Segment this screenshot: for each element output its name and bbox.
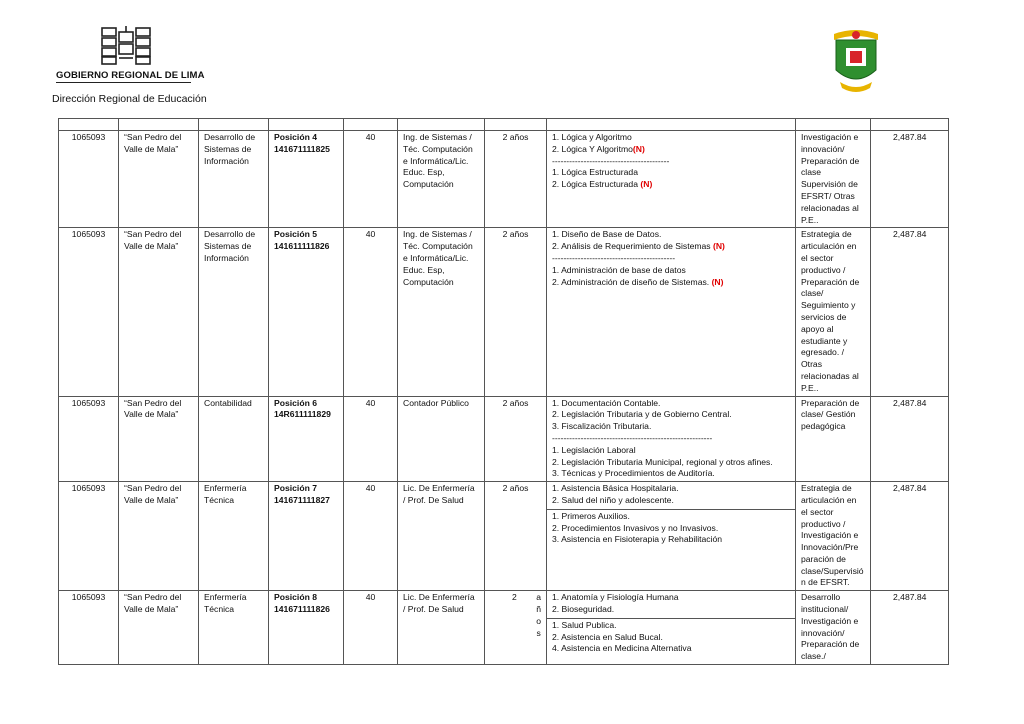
- course-item: 1. Anatomía y Fisiología Humana: [552, 592, 679, 603]
- salary-cell: 2,487.84: [871, 131, 949, 228]
- salary-cell: 2,487.84: [871, 591, 949, 665]
- code-cell: 1065093: [59, 396, 119, 482]
- course-item: 1. Lógica y Algoritmo: [552, 132, 632, 142]
- school-crest-icon: [826, 26, 886, 96]
- position-code: 14R611111829: [274, 409, 331, 420]
- courses-cell: [547, 131, 796, 228]
- activities-cell: Estrategia de articulación en el sector productivo / Investigación e Innovación/Pre paración de clase/Supervisió n de EFSRT.: [796, 482, 871, 591]
- table-row: [59, 228, 949, 396]
- hours-cell: 40: [344, 591, 398, 665]
- profile-cell: Lic. De Enfermería / Prof. De Salud: [398, 591, 485, 665]
- courses-cell: [547, 482, 796, 591]
- salary-cell: 2,487.84: [871, 228, 949, 396]
- course-item: 2. Análisis de Requerimiento de Sistemas (N): [552, 241, 725, 252]
- course-item: 1. Diseño de Base de Datos.: [552, 229, 662, 240]
- position-cell: [269, 482, 344, 591]
- position-cell: [269, 396, 344, 482]
- course-item: 4. Asistencia en Medicina Alternativa: [552, 643, 692, 654]
- position-cell: [269, 228, 344, 396]
- course-item: 2. Asistencia en Salud Bucal.: [552, 631, 663, 642]
- course-separator: -------------------------------------------: [552, 252, 676, 263]
- position-cell: [269, 591, 344, 665]
- org-name: GOBIERNO REGIONAL DE LIMA: [56, 70, 205, 81]
- hours-cell: 40: [344, 228, 398, 396]
- course-separator: --------------------------------------------------------: [552, 432, 713, 443]
- program-cell: Desarrollo de Sistemas de Información: [199, 228, 269, 396]
- position-label: Posición 5: [274, 229, 317, 240]
- code-cell: 1065093: [59, 131, 119, 228]
- hours-cell: 40: [344, 396, 398, 482]
- activities-cell: Desarrollo institucional/ Investigación e innovación/ Preparación de clase./: [796, 591, 871, 665]
- experience-cell: [485, 591, 547, 665]
- school-cell: “San Pedro del Valle de Mala”: [119, 228, 199, 396]
- salary-cell: 2,487.84: [871, 396, 949, 482]
- school-cell: “San Pedro del Valle de Mala”: [119, 131, 199, 228]
- position-label: Posición 6: [274, 397, 317, 408]
- department-title: Dirección Regional de Educación: [52, 93, 207, 105]
- org-underline: [56, 82, 191, 83]
- hours-cell: 40: [344, 131, 398, 228]
- program-cell: Enfermería Técnica: [199, 482, 269, 591]
- course-item: 1. Documentación Contable.: [552, 397, 661, 408]
- course-item: 2. Legislación Tributaria y de Gobierno Central.: [552, 409, 732, 420]
- new-mark: (N): [632, 143, 645, 154]
- school-cell: “San Pedro del Valle de Mala”: [119, 396, 199, 482]
- vacancy-table: [58, 118, 949, 665]
- code-cell: 1065093: [59, 482, 119, 591]
- course-item: 2. Administración de diseño de Sistemas. (N): [552, 276, 724, 287]
- program-cell: Desarrollo de Sistemas de Información: [199, 131, 269, 228]
- course-item: 1. Primeros Auxilios.: [552, 510, 630, 521]
- new-mark: (N): [712, 241, 725, 252]
- table-row: [59, 591, 949, 665]
- code-cell: 1065093: [59, 228, 119, 396]
- course-item: 3. Fiscalización Tributaria.: [552, 421, 652, 432]
- school-cell: “San Pedro del Valle de Mala”: [119, 591, 199, 665]
- course-item: 3. Asistencia en Fisioterapia y Rehabilitación: [552, 534, 723, 545]
- profile-cell: Lic. De Enfermería / Prof. De Salud: [398, 482, 485, 591]
- hours-cell: 40: [344, 482, 398, 591]
- table-row: [59, 131, 949, 228]
- activities-cell: Preparación de clase/ Gestión pedagógica: [796, 396, 871, 482]
- course-item: 2. Legislación Tributaria Municipal, regional y otros afines.: [552, 456, 773, 467]
- position-code: 141671111826: [274, 604, 330, 615]
- experience-number: 2: [512, 592, 517, 603]
- course-item: 1. Asistencia Básica Hospitalaria.: [552, 483, 679, 494]
- program-cell: Enfermería Técnica: [199, 591, 269, 665]
- code-cell: 1065093: [59, 591, 119, 665]
- courses-cell: [547, 591, 796, 665]
- course-item: 1. Lógica Estructurada: [552, 167, 638, 178]
- course-subgroup: [547, 509, 795, 546]
- course-item: 3. Técnicas y Procedimientos de Auditoría.: [552, 468, 715, 479]
- position-label: Posición 4: [274, 132, 317, 142]
- course-item: 1. Legislación Laboral: [552, 444, 636, 455]
- activities-cell: Investigación e innovación/ Preparación de clase Supervisión de EFSRT/ Otras relacionadas al P.E..: [796, 131, 871, 228]
- new-mark: (N): [711, 276, 724, 287]
- position-code: 141671111827: [274, 494, 330, 505]
- courses-cell: [547, 228, 796, 396]
- experience-cell: 2 años: [485, 396, 547, 482]
- courses-cell: [547, 396, 796, 482]
- experience-cell: 2 años: [485, 131, 547, 228]
- course-item: 1. Administración de base de datos: [552, 264, 686, 275]
- experience-unit: a ñ o s: [536, 592, 541, 638]
- course-item: 2. Procedimientos Invasivos y no Invasivos.: [552, 522, 719, 533]
- position-label: Posición 8: [274, 592, 317, 603]
- position-code: 141611111826: [274, 241, 330, 252]
- table-header-row: [59, 119, 949, 131]
- school-cell: “San Pedro del Valle de Mala”: [119, 482, 199, 591]
- course-separator: -----------------------------------------: [552, 155, 670, 166]
- course-item: 2. Salud del niño y adolescente.: [552, 494, 674, 505]
- course-item: 2. Lógica Y Algoritmo(N): [552, 143, 645, 154]
- experience-cell: 2 años: [485, 482, 547, 591]
- table-row: [59, 482, 949, 591]
- table-row: [59, 396, 949, 482]
- profile-cell: Ing. de Sistemas / Téc. Computación e Informática/Lic. Educ. Esp, Computación: [398, 131, 485, 228]
- profile-cell: Contador Público: [398, 396, 485, 482]
- regional-government-logo-icon: [100, 26, 152, 66]
- profile-cell: Ing. de Sistemas / Téc. Computación e Informática/Lic. Educ. Esp, Computación: [398, 228, 485, 396]
- position-cell: [269, 131, 344, 228]
- position-label: Posición 7: [274, 483, 317, 494]
- course-subgroup: [547, 618, 795, 655]
- activities-cell: Estrategia de articulación en el sector productivo / Preparación de clase/ Seguimiento y servicios de apoyo al estudiante y egresado. / Otras relacionadas al P.E..: [796, 228, 871, 396]
- course-item: 1. Salud Publica.: [552, 619, 617, 630]
- program-cell: Contabilidad: [199, 396, 269, 482]
- course-item: 2. Bioseguridad.: [552, 604, 615, 615]
- new-mark: (N): [640, 179, 653, 190]
- salary-cell: 2,487.84: [871, 482, 949, 591]
- experience-cell: 2 años: [485, 228, 547, 396]
- position-code: 141671111825: [274, 143, 330, 154]
- course-item: 2. Lógica Estructurada (N): [552, 179, 653, 190]
